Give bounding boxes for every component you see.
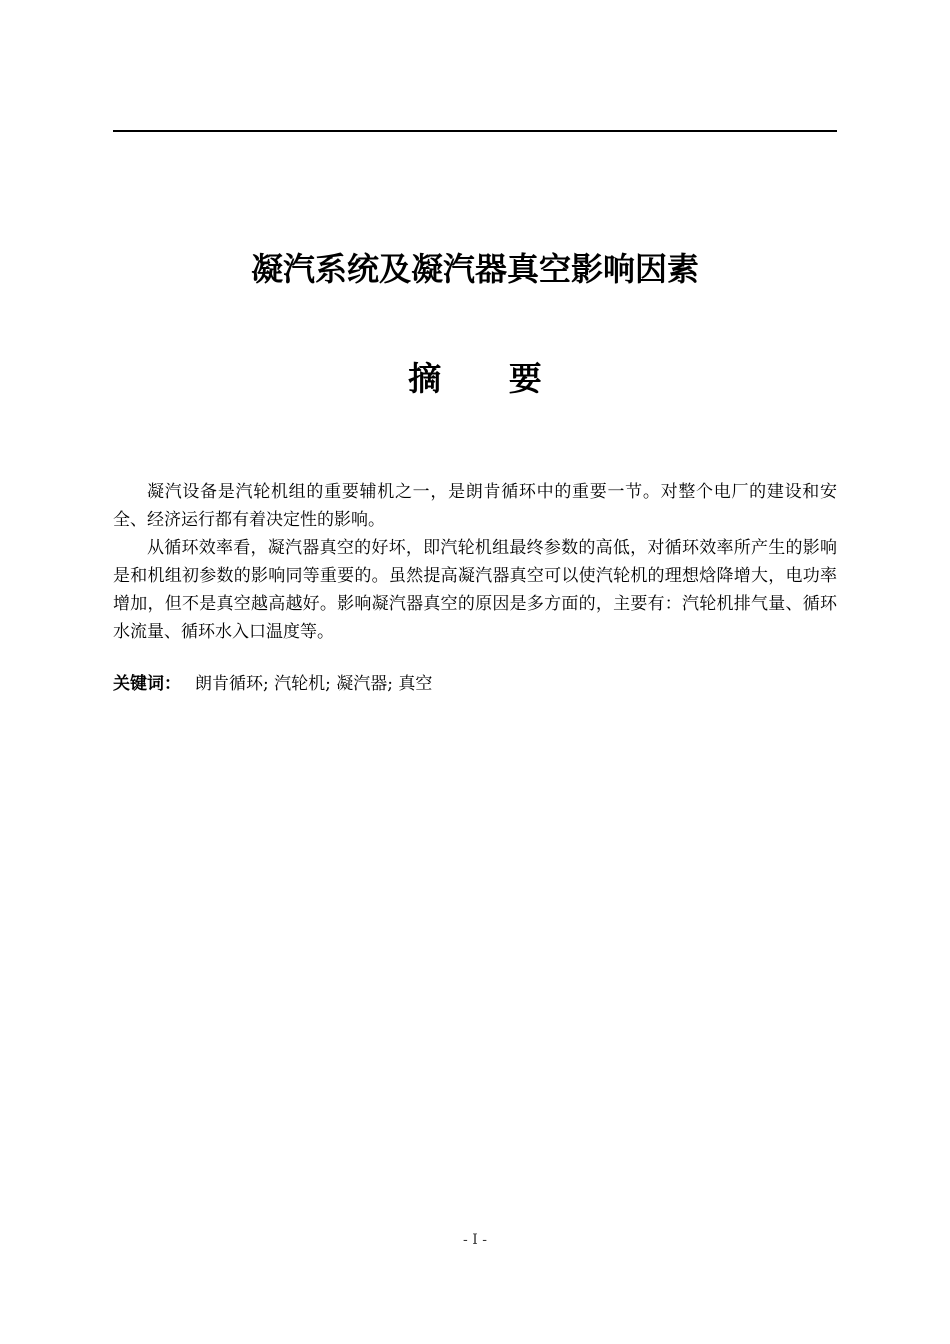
header-rule (113, 130, 837, 132)
document-title: 凝汽系统及凝汽器真空影响因素 (250, 250, 699, 288)
page-number: - I - (463, 1232, 487, 1248)
abstract-heading: 摘 要 (408, 359, 542, 398)
keywords-label: 关键词： (113, 674, 181, 694)
abstract-paragraph: 凝汽设备是汽轮机组的重要辅机之一，是朗肯循环中的重要一节。对整个电厂的建设和安全、经济运行都有着决定性的影响。 (113, 482, 837, 530)
keywords-line (113, 670, 837, 698)
abstract-body (113, 478, 837, 646)
keywords-text: 朗肯循环; 汽轮机; 凝汽器; 真空 (195, 674, 433, 694)
abstract-paragraph: 从循环效率看，凝汽器真空的好坏，即汽轮机组最终参数的高低，对循环效率所产生的影响是和机组初参数的影响同等重要的。虽然提高凝汽器真空可以使汽轮机的理想焓降增大，电功率增加，但不是真空越高越好。影响凝汽器真空的原因是多方面的，主要有：汽轮机排气量、循环水流量、循环水入口温度等。 (113, 538, 837, 642)
